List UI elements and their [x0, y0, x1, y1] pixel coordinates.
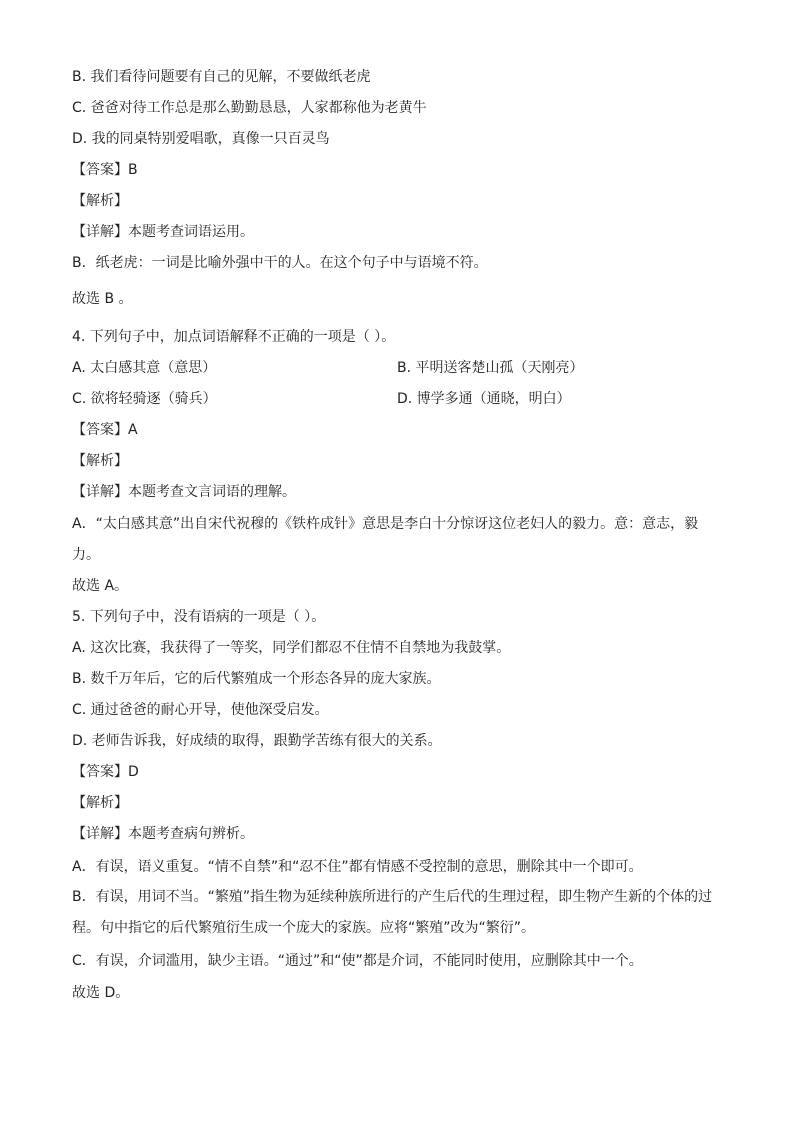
q4-answer: 【答案】A: [72, 422, 138, 438]
q4-option-c: C. 欲将轻骑逐（骑兵）: [72, 391, 217, 407]
q4-option-a: A. 太白感其意（意思）: [72, 360, 217, 376]
q3-analysis-label: 【解析】: [72, 193, 128, 209]
q5-option-a: A. 这次比赛，我获得了一等奖，同学们都忍不住情不自禁地为我鼓掌。: [72, 640, 511, 656]
q3-option-c: C. 爸爸对待工作总是那么勤勤恳恳，人家都称他为老黄牛: [72, 100, 427, 116]
q4-choose: 故选 A。: [72, 578, 129, 594]
q5-answer: 【答案】D: [72, 764, 139, 780]
q3-choose: 故选 B 。: [72, 291, 133, 307]
q4-option-b: B. 平明送客楚山孤（天刚亮）: [397, 360, 584, 376]
q3-detail: 【详解】本题考查词语运用。: [72, 224, 254, 240]
q3-answer: 【答案】B: [72, 162, 138, 178]
q5-analysis-label: 【解析】: [72, 795, 128, 811]
q5-explanation-a: A．有误，语义重复。“情不自禁”和“忍不住”都有情感不受控制的意思，删除其中一个即可。: [72, 859, 643, 875]
q5-option-d: D. 老师告诉我，好成绩的取得，跟勤学苦练有很大的关系。: [72, 733, 442, 749]
q5-option-b: B. 数千万年后，它的后代繁殖成一个形态各异的庞大家族。: [72, 671, 441, 687]
q3-option-d: D. 我的同桌特别爱唱歌，真像一只百灵鸟: [72, 131, 330, 147]
q4-option-d: D. 博学多通（通晓，明白）: [397, 391, 571, 407]
q3-option-b: B. 我们看待问题要有自己的见解，不要做纸老虎: [72, 69, 371, 85]
q5-explanation-c: C．有误，介词滥用，缺少主语。“通过”和“使”都是介词，不能同时使用，应删除其中一个。: [72, 953, 643, 969]
q5-option-c: C. 通过爸爸的耐心开导，使他深受启发。: [72, 702, 329, 718]
q5-choose: 故选 D。: [72, 985, 130, 1001]
q5-stem: 5. 下列句子中，没有语病的一项是（ ）。: [72, 609, 326, 625]
q5-explanation-b: B．有误，用词不当。“繁殖”指生物为延续种族所进行的产生后代的生理过程，即生物产生新的个体的过程。句中指它的后代繁殖衍生成一个庞大的家族。应将“繁殖”改为“繁衍”。: [72, 889, 713, 936]
q4-detail: 【详解】本题考查文言词语的理解。: [72, 484, 296, 500]
q3-explanation: B．纸老虎：一词是比喻外强中干的人。在这个句子中与语境不符。: [72, 255, 488, 271]
q4-analysis-label: 【解析】: [72, 453, 128, 469]
q4-stem: 4. 下列句子中，加点词语解释不正确的一项是（ ）。: [72, 329, 396, 345]
q5-detail: 【详解】本题考查病句辨析。: [72, 826, 254, 842]
q4-explanation: A．“太白感其意”出自宋代祝穆的《铁杵成针》意思是李白十分惊讶这位老妇人的毅力。意：意志，毅力。: [72, 516, 699, 563]
